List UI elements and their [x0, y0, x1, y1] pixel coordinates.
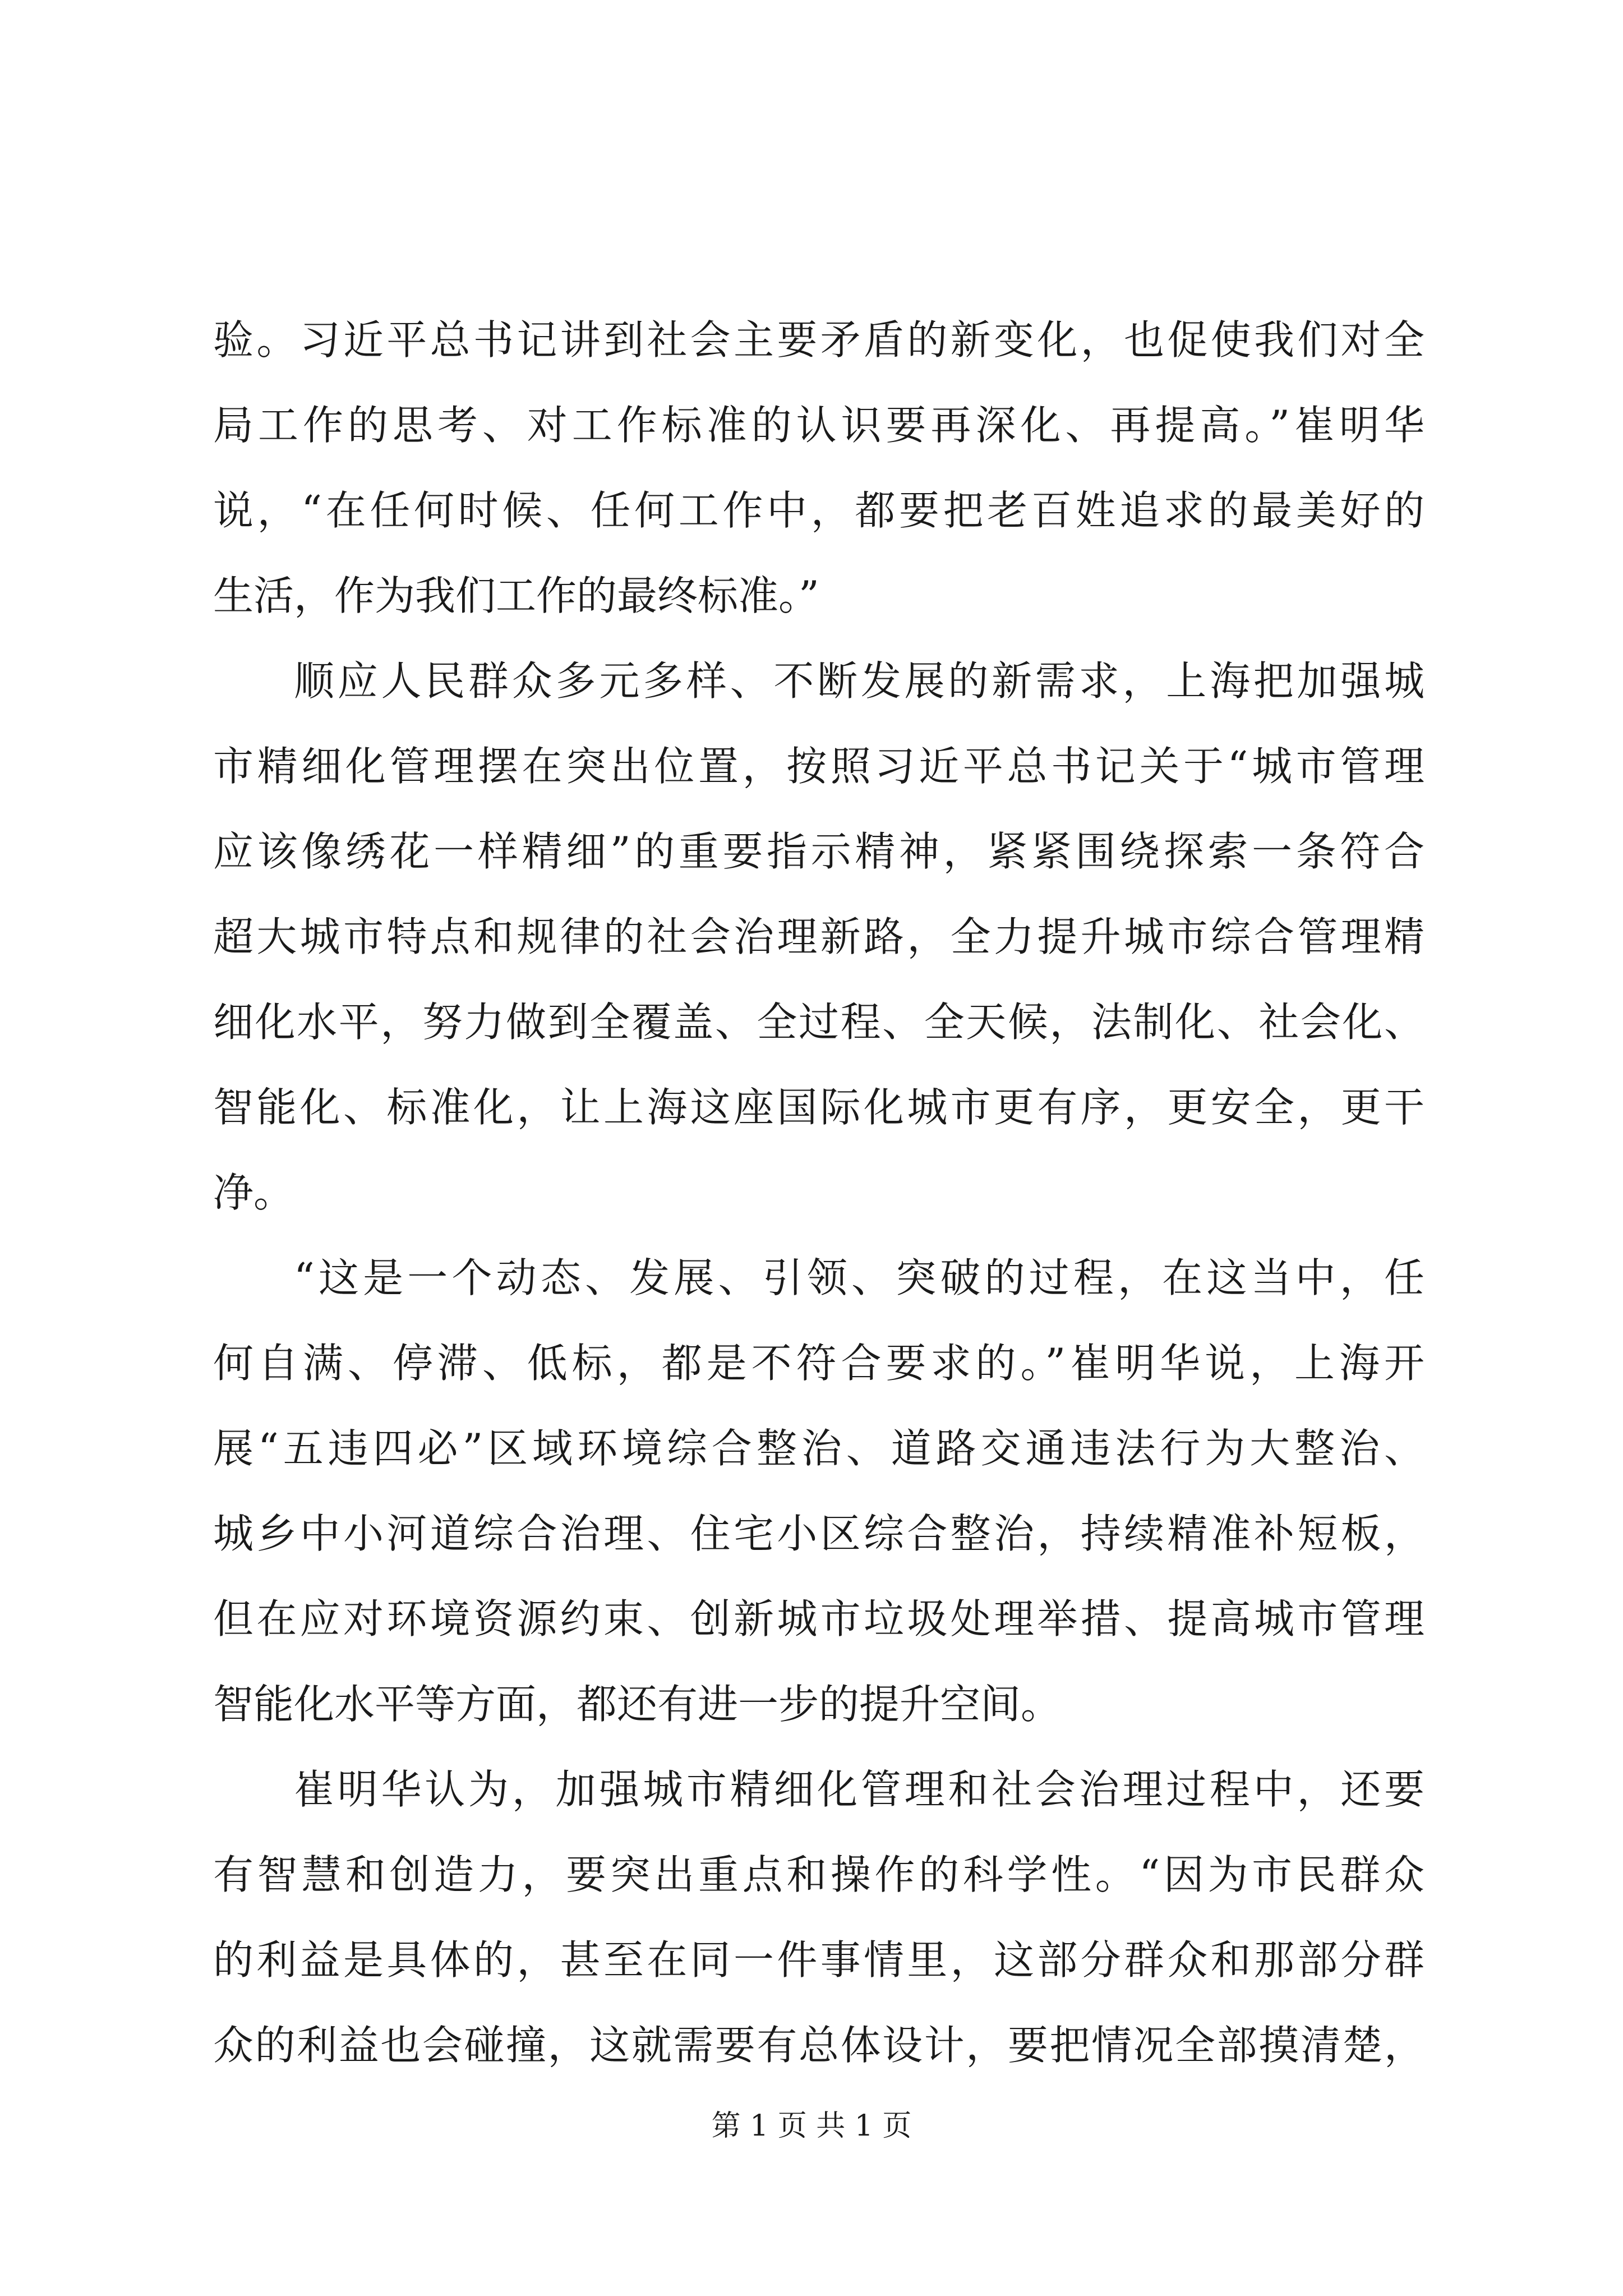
text-line: 验。习近平总书记讲到社会主要矛盾的新变化，也促使我们对全 — [213, 316, 1424, 364]
document-body — [213, 297, 1424, 2088]
text-line: 应该像绣花一样精细”的重要指示精神，紧紧围绕探索一条符合 — [213, 828, 1424, 875]
page-footer — [0, 2106, 1623, 2146]
text-line: 城乡中小河道综合治理、住宅小区综合整治，持续精准补短板， — [213, 1510, 1424, 1557]
text-line: 生活，作为我们工作的最终标准。” — [213, 572, 819, 619]
text-line: 但在应对环境资源约束、创新城市垃圾处理举措、提高城市管理 — [213, 1595, 1424, 1642]
paragraph-first-line: 崔明华认为，加强城市精细化管理和社会治理过程中，还要 — [294, 1766, 1424, 1813]
text-line: 超大城市特点和规律的社会治理新路，全力提升城市综合管理精 — [213, 913, 1424, 960]
paragraph-first-line: 顺应人民群众多元多样、不断发展的新需求，上海把加强城 — [294, 657, 1424, 705]
text-line: 净。 — [213, 1169, 294, 1216]
text-line: 展“五违四必”区域环境综合整治、道路交通违法行为大整治、 — [213, 1425, 1424, 1472]
text-line: 有智慧和创造力，要突出重点和操作的科学性。“因为市民群众 — [213, 1851, 1424, 1898]
text-line: 局工作的思考、对工作标准的认识要再深化、再提高。”崔明华 — [213, 402, 1424, 449]
page-number-label: 第 1 页 共 1 页 — [711, 2109, 912, 2143]
text-line: 智能化、标准化，让上海这座国际化城市更有序，更安全，更干 — [213, 1084, 1424, 1131]
text-line: 说，“在任何时候、任何工作中，都要把老百姓追求的最美好的 — [213, 487, 1424, 534]
text-line: 细化水平，努力做到全覆盖、全过程、全天候，法制化、社会化、 — [213, 999, 1424, 1046]
text-line: 何自满、停滞、低标，都是不符合要求的。”崔明华说，上海开 — [213, 1340, 1424, 1387]
text-line: 市精细化管理摆在突出位置，按照习近平总书记关于“城市管理 — [213, 743, 1424, 790]
text-line: 的利益是具体的，甚至在同一件事情里，这部分群众和那部分群 — [213, 1936, 1424, 1984]
text-line: 智能化水平等方面，都还有进一步的提升空间。 — [213, 1681, 1062, 1728]
text-line: 众的利益也会碰撞，这就需要有总体设计，要把情况全部摸清楚， — [213, 2022, 1424, 2069]
paragraph-first-line: “这是一个动态、发展、引领、突破的过程，在这当中，任 — [294, 1254, 1424, 1301]
